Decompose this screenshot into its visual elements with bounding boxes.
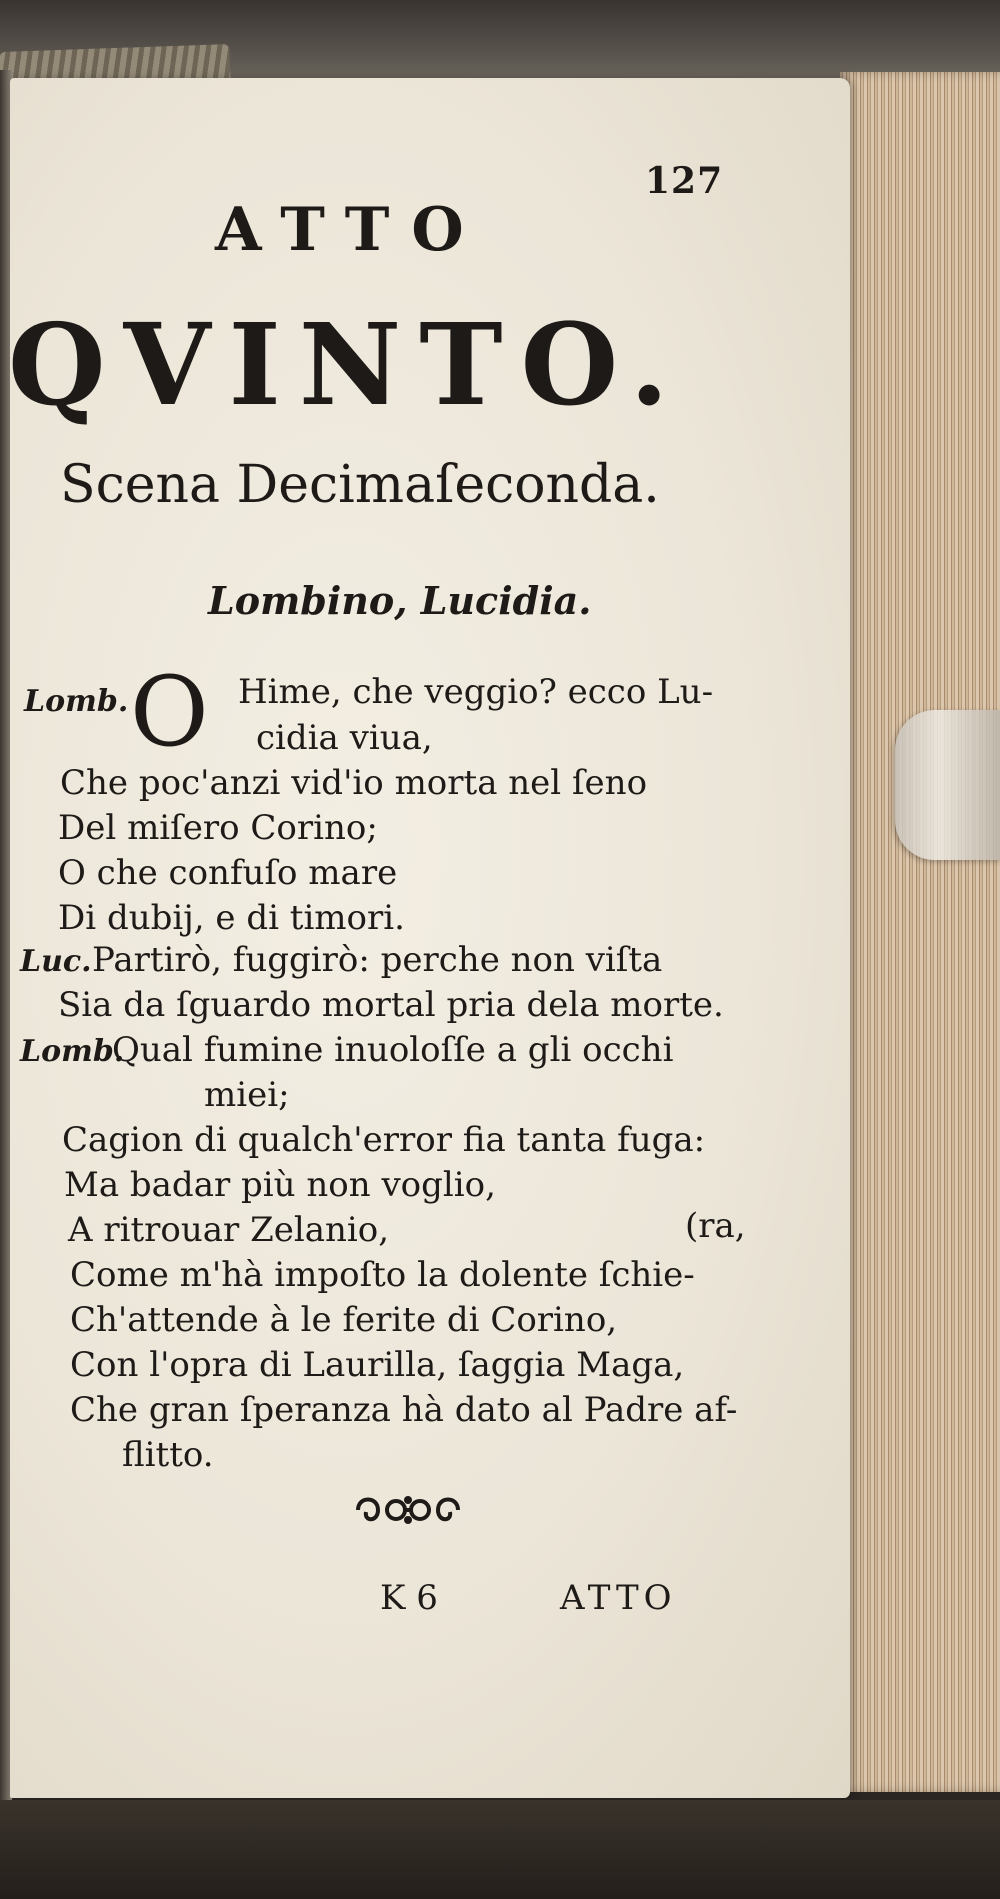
scene-title: Scena Decimaſeconda.	[60, 455, 660, 515]
verse-line: Di dubij, e di timori.	[58, 898, 405, 938]
signature-mark: K 6	[380, 1578, 438, 1618]
verse-line: A ritrouar Zelanio,	[68, 1210, 390, 1250]
page-number: 127	[645, 160, 724, 202]
verse-line: Cagion di qualch'error fia tanta fuga:	[62, 1120, 706, 1160]
catchword: ATTO	[560, 1578, 677, 1618]
verse-line: Sia da ſguardo mortal pria dela morte.	[58, 985, 724, 1025]
verse-line: Come m'hà impoſto la dolente ſchie-	[70, 1255, 695, 1295]
act-heading-word: ATTO	[215, 195, 486, 265]
speaker-label-lombino: Lomb.	[20, 1034, 125, 1069]
drop-cap: O	[130, 656, 209, 768]
verse-line: Ma badar più non voglio,	[64, 1165, 496, 1205]
printers-ornament-icon	[348, 1488, 468, 1536]
verse-line: O che confuſo mare	[58, 853, 398, 893]
verse-line: Ch'attende à le ferite di Corino,	[70, 1300, 618, 1340]
speaker-label-lucidia: Luc.	[20, 944, 92, 979]
verse-line: Del miſero Corino;	[58, 808, 378, 848]
verse-line: miei;	[204, 1075, 290, 1115]
verse-line: cidia viua,	[256, 718, 433, 758]
verse-line: Con l'opra di Laurilla, ſaggia Maga,	[70, 1345, 685, 1385]
verse-line: Qual fumine inuoloſſe a gli occhi	[112, 1030, 674, 1070]
scanner-bottom-band	[0, 1800, 1000, 1899]
book-fore-edge	[840, 72, 1000, 1792]
verse-line: Partirò, fuggirò: perche non viſta	[92, 940, 663, 980]
verse-line-turnover: (ra,	[685, 1206, 746, 1246]
speaker-label-lombino: Lomb.	[24, 684, 129, 719]
verse-line: Che poc'anzi vid'io morta nel ſeno	[60, 763, 648, 803]
page-clip	[895, 710, 1000, 860]
verse-line: flitto.	[122, 1435, 214, 1475]
act-heading-number: QVINTO.	[8, 300, 687, 431]
verse-line: Che gran ſperanza hà dato al Padre af-	[70, 1390, 738, 1430]
character-list: Lombino, Lucidia.	[208, 578, 592, 623]
verse-line: Hime, che veggio? ecco Lu-	[238, 672, 714, 712]
